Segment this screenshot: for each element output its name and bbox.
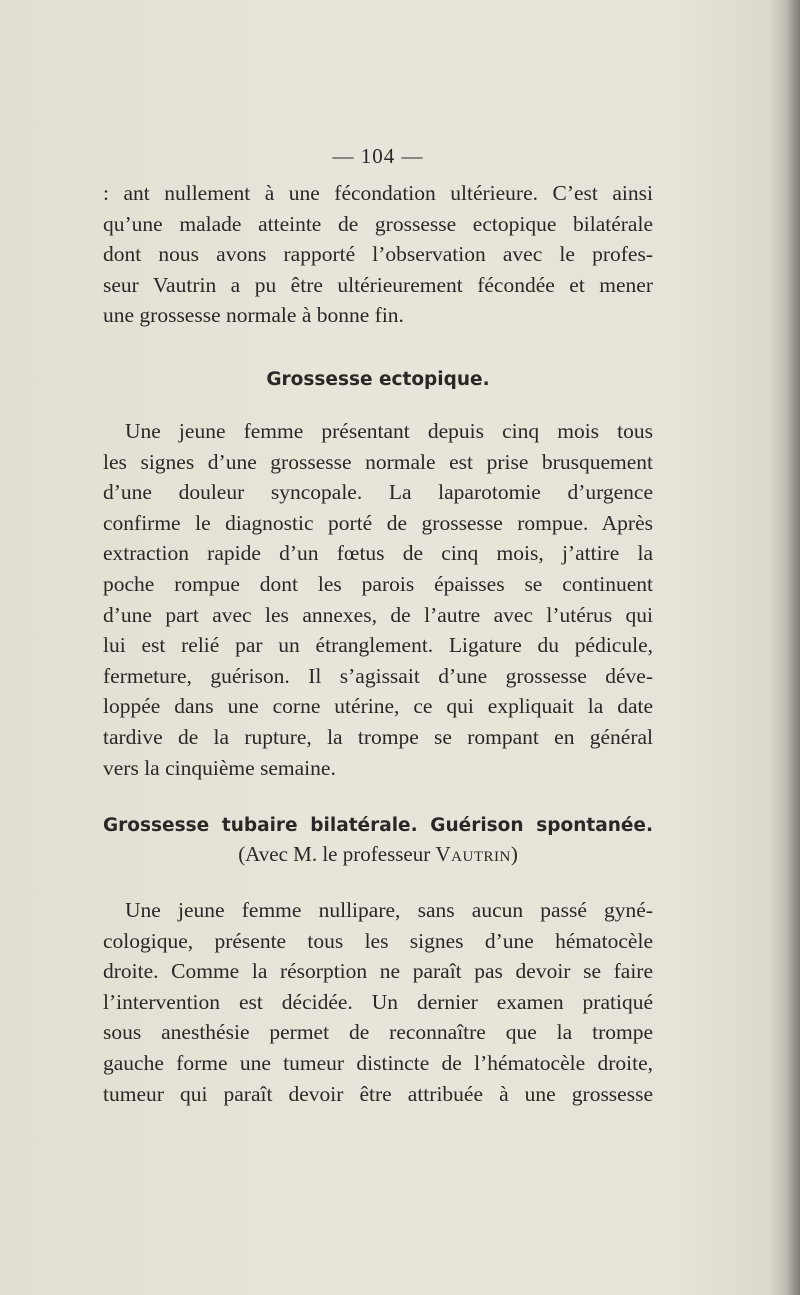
text-line: tumeur qui paraît devoir être attribuée à une grossesse — [103, 1081, 653, 1106]
text-line: Une jeune femme présentant depuis cinq mois tous — [125, 419, 653, 443]
text-line: les signes d’une grossesse normale est prise brusquement — [103, 449, 653, 474]
text-line: d’une douleur syncopale. La laparotomie d’urgence — [103, 480, 653, 505]
text-line: loppée dans une corne utérine, ce qui expliquait la date — [103, 694, 653, 719]
section-heading-bilateral: Grossesse tubaire bilatérale. Guérison spontanée. — [103, 815, 653, 836]
paragraph-bilateral-case — [103, 895, 653, 1109]
text-line: extraction rapide d’un fœtus de cinq mois, j’attire la — [103, 541, 653, 566]
text-line: d’une part avec les annexes, de l’autre avec l’utérus qui — [103, 602, 653, 627]
paragraph-continuation — [103, 178, 653, 331]
text-line: confirme le diagnostic porté de grossesse rompue. Après — [103, 510, 653, 535]
text-line: fermeture, guérison. Il s’agissait d’une grossesse déve- — [103, 663, 653, 688]
text-line: l’intervention est décidée. Un dernier examen pratiqué — [103, 989, 653, 1014]
text-line: droite. Comme la résorption ne paraît pas devoir se faire — [103, 959, 653, 984]
text-line: dont nous avons rapporté l’observation avec le profes- — [103, 242, 653, 267]
section-subheading — [103, 842, 653, 867]
text-line: seur Vautrin a pu être ultérieurement fécondée et mener — [103, 272, 653, 297]
paragraph-ectopic-case — [103, 416, 653, 783]
text-line: sous anesthésie permet de reconnaître que la trompe — [103, 1020, 653, 1045]
subheading-prefix: (Avec M. le professeur — [238, 842, 436, 866]
section-heading-ectopic: Grossesse ectopique. — [266, 369, 490, 390]
page-number: — 104 — — [332, 144, 424, 168]
text-line: lui est relié par un étranglement. Ligature du pédicule, — [103, 633, 653, 658]
subheading-suffix: ) — [510, 842, 518, 866]
text-line: tardive de la rupture, la trompe se rompant en général — [103, 724, 653, 749]
text-line: poche rompue dont les parois épaisses se continuent — [103, 571, 653, 596]
text-line: Une jeune femme nullipare, sans aucun passé gyné- — [125, 898, 653, 922]
subheading-author: Vautrin — [435, 842, 511, 866]
text-line: qu’une malade atteinte de grossesse ectopique bilatérale — [103, 211, 653, 236]
page-edge-shadow — [786, 0, 800, 1295]
text-line: vers la cinquième semaine. — [103, 755, 336, 780]
text-line: gauche forme une tumeur distincte de l’hématocèle droite, — [103, 1050, 653, 1075]
text-line: : ant nullement à une fécondation ultérieure. C’est ainsi — [103, 181, 653, 205]
text-line: cologique, présente tous les signes d’une hématocèle — [103, 928, 653, 953]
text-line: une grossesse normale à bonne fin. — [103, 303, 404, 328]
